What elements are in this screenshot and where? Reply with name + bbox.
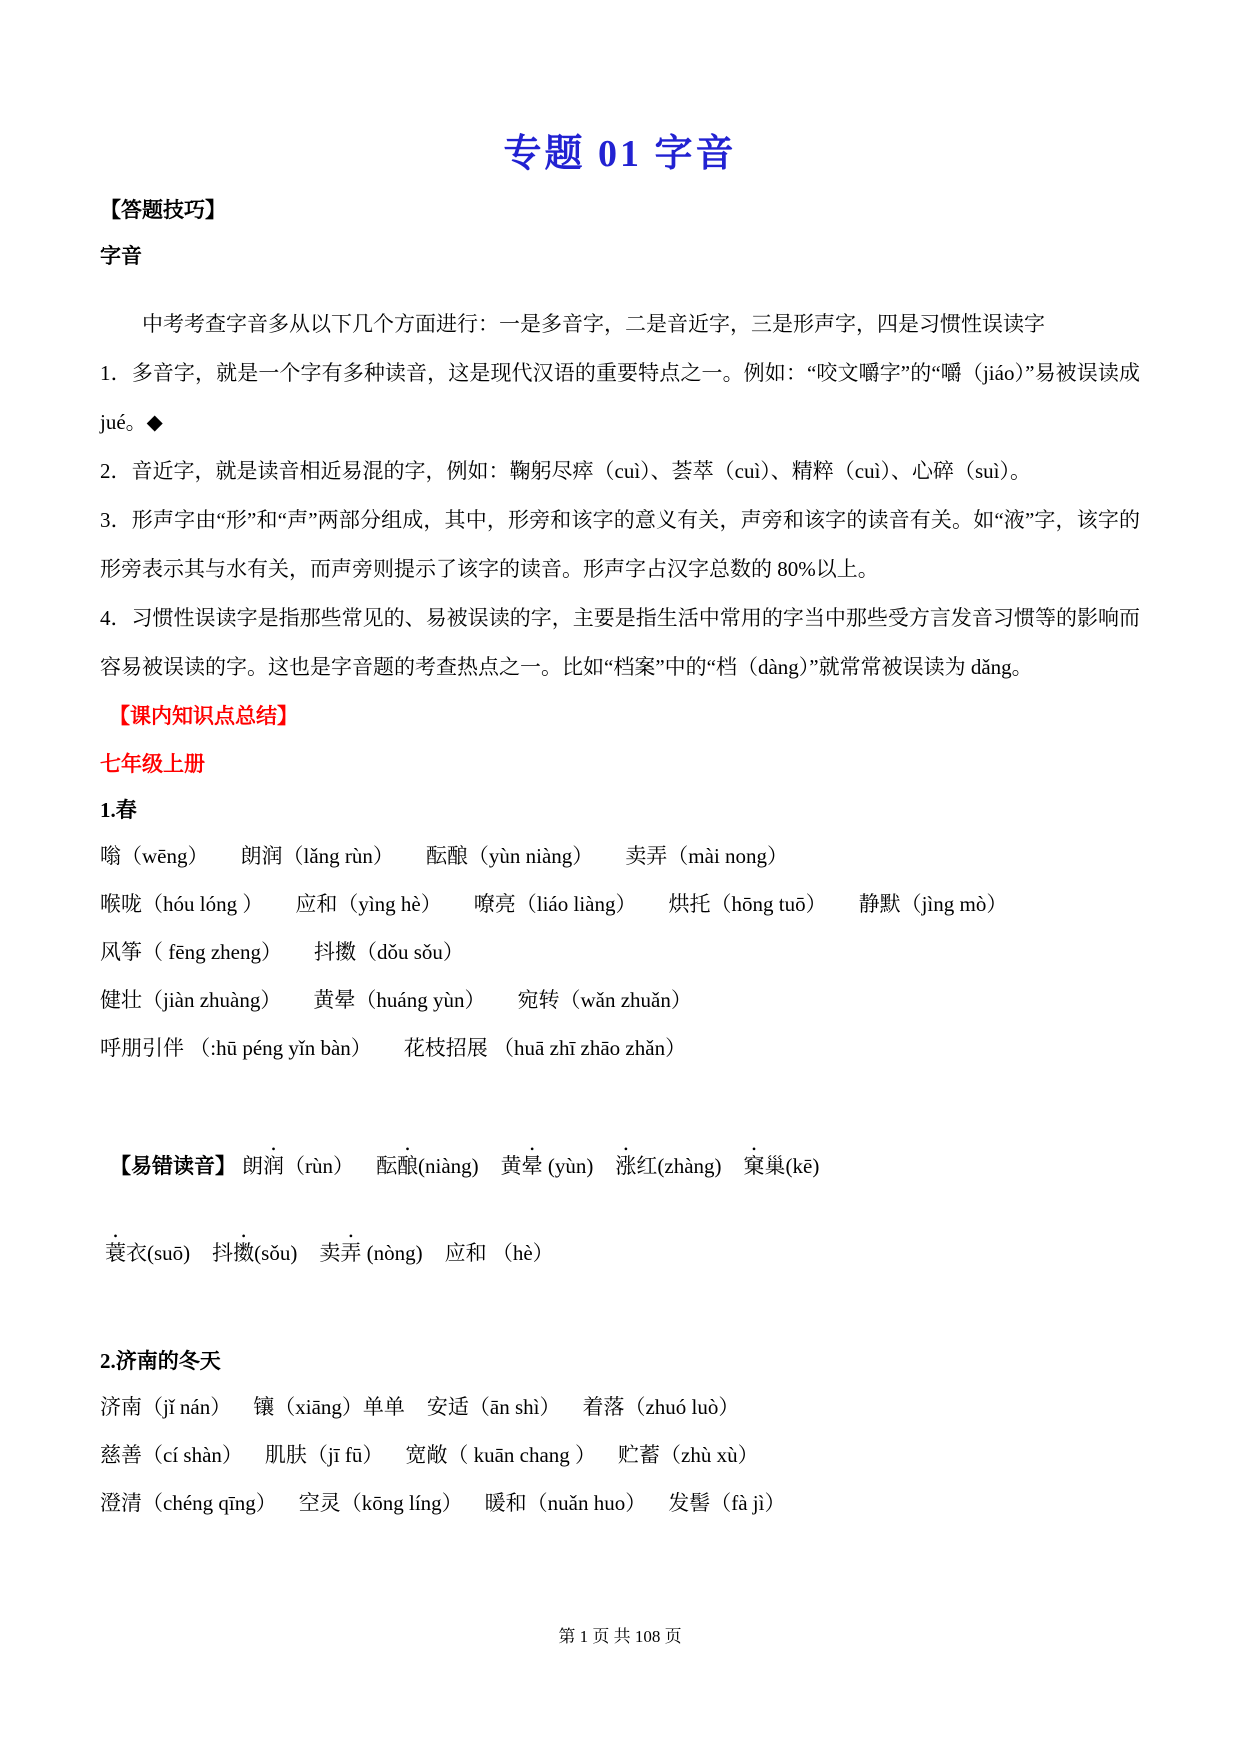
word-prefix: 酝 xyxy=(376,1154,397,1178)
word-suffix: （hè） xyxy=(486,1241,554,1265)
lesson1-word-line-1 xyxy=(100,832,1140,880)
dotted-character: 擞 xyxy=(233,1241,255,1265)
word-item xyxy=(105,1241,190,1265)
lesson1-title: 1.春 xyxy=(100,798,137,822)
word-item: 花枝招展 （huā zhī zhāo zhǎn） xyxy=(403,1036,687,1060)
word-item xyxy=(615,1154,721,1178)
word-item: 着落（zhuó luò） xyxy=(582,1395,740,1419)
word-suffix: (nòng) xyxy=(361,1241,423,1265)
word-item xyxy=(242,1154,354,1178)
word-item: 朗润（lǎng rùn） xyxy=(240,844,394,868)
word-suffix: (sǒu) xyxy=(254,1241,298,1265)
word-item: 宛转（wǎn zhuǎn） xyxy=(517,988,692,1012)
word-item xyxy=(445,1241,554,1265)
word-item: 澄清（chéng qīng） xyxy=(100,1491,277,1515)
word-prefix: 黄 xyxy=(500,1154,522,1178)
word-item xyxy=(376,1154,479,1178)
word-suffix: （rùn） xyxy=(284,1154,354,1178)
word-item xyxy=(501,1154,594,1178)
word-item xyxy=(212,1241,297,1265)
lesson2-word-line-1 xyxy=(100,1383,1140,1431)
mispronounced-words-2 xyxy=(105,1241,554,1265)
dotted-character: 涨 xyxy=(615,1154,637,1178)
word-item: 烘托（hōng tuō） xyxy=(668,892,827,916)
paragraph: 3．形声字由“形”和“声”两部分组成，其中，形旁和该字的意义有关，声旁和该字的读音有关。如“液”字，该字的形旁表示其与水有关，而声旁则提示了该字的读音。形声字占汉字总数的 80%以上。 xyxy=(100,508,1140,581)
intro-paragraphs xyxy=(100,300,1140,692)
word-prefix: 应和 xyxy=(444,1241,487,1265)
lesson1-word-line-3 xyxy=(100,928,1140,976)
word-item: 健壮（jiàn zhuàng） xyxy=(100,988,282,1012)
word-item: 抖擞（dǒu sǒu） xyxy=(313,940,464,964)
word-item: 镶（xiāng）单单 xyxy=(253,1395,405,1419)
word-item: 肌肤（jī fū） xyxy=(264,1443,384,1467)
word-prefix: 朗 xyxy=(242,1154,263,1178)
word-item: 应和（yìng hè） xyxy=(295,892,442,916)
heading-ziyin: 字音 xyxy=(100,244,142,268)
dotted-character: 弄 xyxy=(340,1241,362,1265)
word-item: 嗡（wēng） xyxy=(100,844,209,868)
paragraph: 2．音近字，就是读音相近易混的字，例如：鞠躬尽瘁（cuì）、荟萃（cuì）、精粹（cuì）、心碎（suì）。 xyxy=(100,459,1031,483)
dotted-character: 窠 xyxy=(743,1154,765,1178)
lesson1-word-line-2 xyxy=(100,880,1140,928)
heading-answer-skills: 【答题技巧】 xyxy=(100,198,226,222)
lesson1-word-line-4 xyxy=(100,976,1140,1024)
paragraph: 4．习惯性误读字是指那些常见的、易被误读的字，主要是指生活中常用的字当中那些受方言发音习惯等的影响而容易被误读的字。这也是字音题的考查热点之一。比如“档案”中的“档（dàng）”就常常被误读为 dǎng。 xyxy=(100,606,1140,679)
word-item: 暖和（nuǎn huo） xyxy=(484,1491,647,1515)
word-suffix: (niàng) xyxy=(418,1154,479,1178)
word-item: 贮蓄（zhù xù） xyxy=(618,1443,759,1467)
word-item: 空灵（kōng líng） xyxy=(298,1491,463,1515)
heading-grade: 七年级上册 xyxy=(100,752,205,776)
word-item xyxy=(744,1154,820,1178)
lesson2-word-line-2 xyxy=(100,1431,1140,1479)
word-item: 酝酿（yùn niàng） xyxy=(425,844,594,868)
word-item: 宽敞（ kuān chang ） xyxy=(405,1443,597,1467)
word-item: 发髻（fà jì） xyxy=(668,1491,786,1515)
lesson2-word-line-3 xyxy=(100,1479,1140,1527)
word-item: 卖弄（mài nong） xyxy=(625,844,789,868)
word-suffix: 巢(kē) xyxy=(764,1154,820,1178)
dotted-character: 蓑 xyxy=(105,1241,126,1265)
mispronounced-label: 【易错读音】 xyxy=(110,1154,236,1178)
mispronounced-line-1 xyxy=(100,1142,1140,1190)
dotted-character: 酿 xyxy=(397,1154,418,1178)
word-item: 慈善（cí shàn） xyxy=(100,1443,243,1467)
word-item: 安适（ān shì） xyxy=(426,1395,561,1419)
paragraph: 中考考查字音多从以下几个方面进行：一是多音字，二是音近字，三是形声字，四是习惯性误读字 xyxy=(100,312,1045,336)
mispronounced-line-2 xyxy=(100,1229,1140,1277)
word-prefix: 卖 xyxy=(319,1241,341,1265)
word-item: 静默（jìng mò） xyxy=(858,892,1008,916)
word-item: 呼朋引伴 （:hū péng yǐn bàn） xyxy=(100,1036,372,1060)
word-item: 嘹亮（liáo liàng） xyxy=(473,892,637,916)
dotted-character: 晕 xyxy=(521,1154,543,1178)
word-suffix: 红(zhàng) xyxy=(636,1154,722,1178)
word-prefix: 抖 xyxy=(212,1241,234,1265)
word-item: 风筝（ fēng zheng） xyxy=(100,940,282,964)
word-item xyxy=(319,1241,422,1265)
word-item: 喉咙（hóu lóng ） xyxy=(100,892,264,916)
word-item: 济南（jǐ nán） xyxy=(100,1395,232,1419)
heading-summary: 【课内知识点总结】 xyxy=(109,704,298,728)
word-suffix: (yùn) xyxy=(542,1154,594,1178)
page-title: 专题 01 字音 xyxy=(503,133,737,175)
lesson2-title: 2.济南的冬天 xyxy=(100,1349,221,1373)
paragraph: 1．多音字，就是一个字有多种读音，这是现代汉语的重要特点之一。例如：“咬文嚼字”的“嚼（jiáo）”易被误读成 jué。◆ xyxy=(100,361,1140,434)
dotted-character: 润 xyxy=(263,1154,284,1178)
page-footer: 第 1 页 共 108 页 xyxy=(558,1627,682,1646)
mispronounced-words-1 xyxy=(242,1154,819,1178)
word-item: 黄晕（huáng yùn） xyxy=(313,988,486,1012)
lesson1-word-line-5 xyxy=(100,1024,1140,1072)
word-suffix: 衣(suō) xyxy=(126,1241,191,1265)
